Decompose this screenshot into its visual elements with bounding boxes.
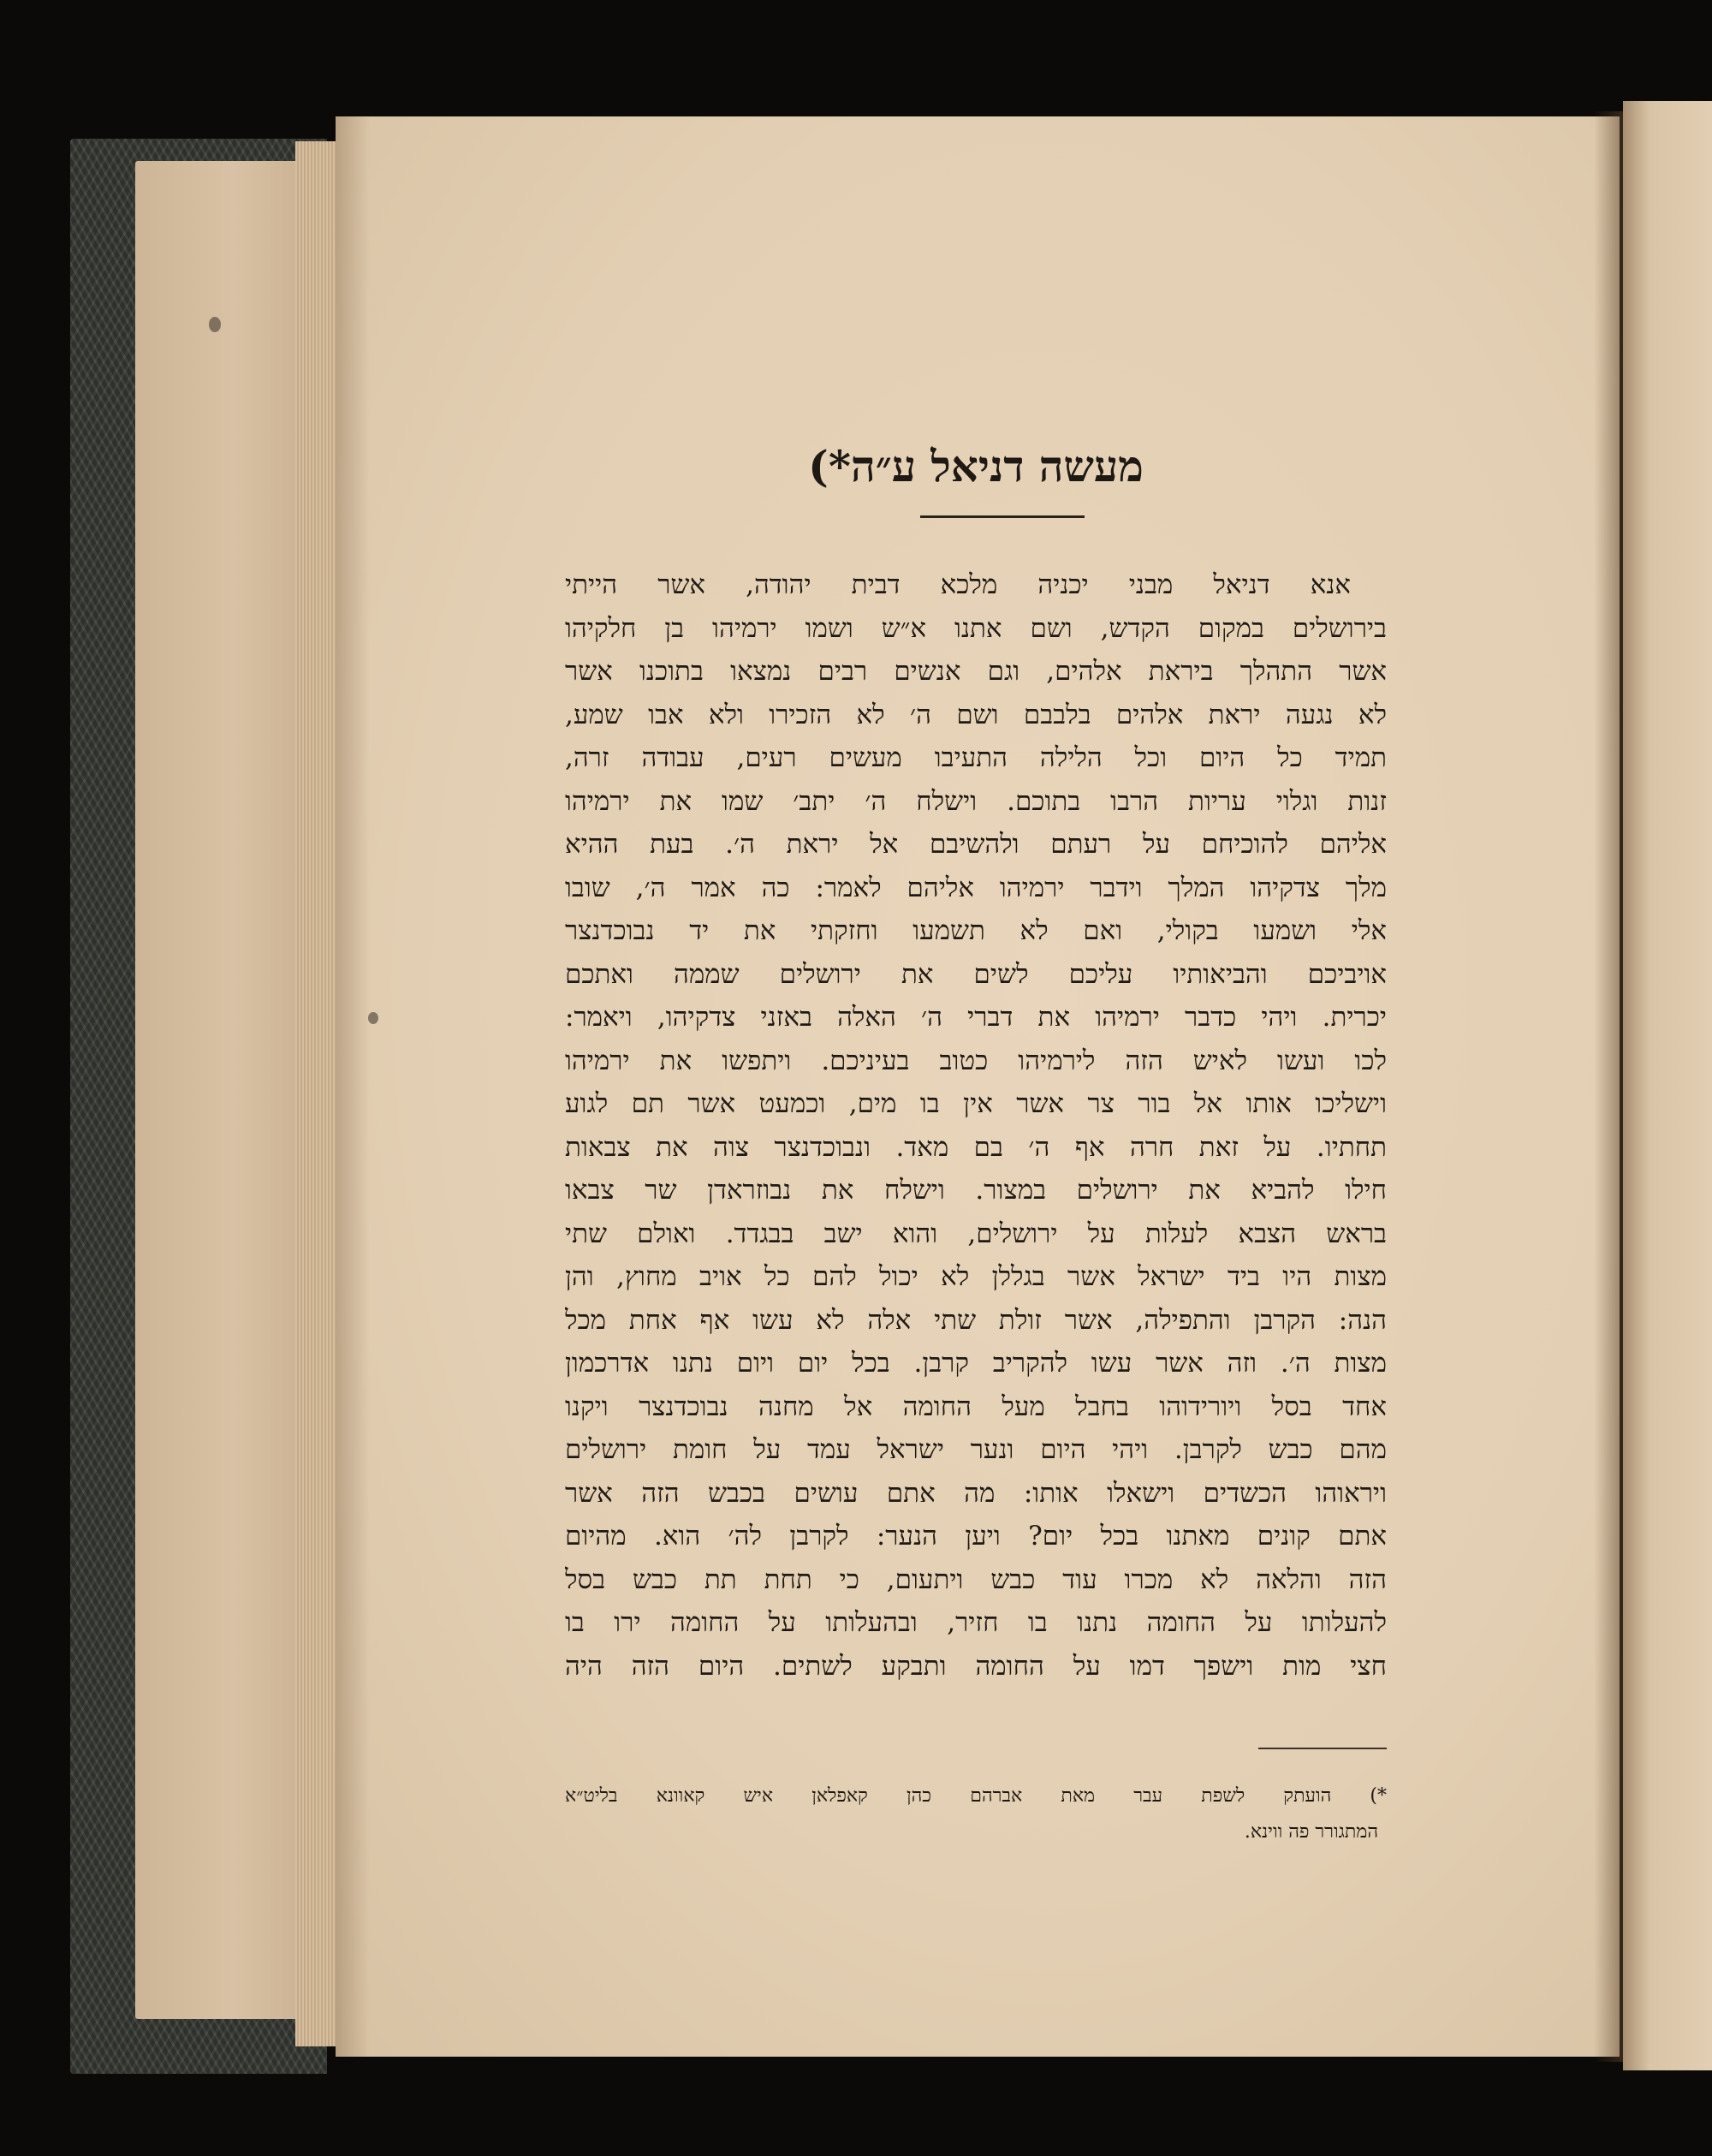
text-line: מצות היו ביד ישראל אשר בגללן לא יכול להם כל אויב מחוץ, והן xyxy=(565,1261,1387,1292)
text-line: בירושלים במקום הקדש, ושם אתנו א״ש ושמו ירמיהו בן חלקיהו xyxy=(565,612,1387,644)
text-line: תמיד כל היום וכל הלילה התעיבו מעשים רעים, עבודה זרה, xyxy=(565,742,1387,773)
text-line: חצי מות וישפך דמו על החומה ותבקע לשתים. היום הזה היה xyxy=(565,1650,1387,1682)
footnote-line: *) הועתק לשפת עבר מאת אברהם כהן קאפלאן איש קאוונא בליט״א xyxy=(565,1785,1387,1807)
text-line: תחתיו. על זאת חרה אף ה׳ בם מאד. ונבוכדנצר צוה את צבאות xyxy=(565,1131,1387,1163)
text-line: אנא דניאל מבני יכניה מלכא דבית יהודה, אשר הייתי xyxy=(565,569,1351,600)
paper-spot xyxy=(209,317,221,332)
title-rule xyxy=(920,515,1085,518)
paper-spot xyxy=(368,1012,378,1024)
text-line: אויביכם והביאותיו עליכם לשים את ירושלים שממה ואתכם xyxy=(565,958,1387,990)
text-line: זנות וגלוי עריות הרבו בתוכם. וישלח ה׳ יתב׳ שמו את ירמיהו xyxy=(565,785,1387,817)
text-line: אשר התהלך ביראת אלהים, וגם אנשים רבים נמצאו בתוכנו אשר xyxy=(565,656,1387,687)
page-shadow xyxy=(336,116,370,2057)
text-line: מהם כבש לקרבן. ויהי היום ונער ישראל עמד על חומת ירושלים xyxy=(565,1434,1387,1465)
left-page-block xyxy=(135,161,315,2019)
text-line: להעלותו על החומה נתנו בו חזיר, ובהעלותו על החומה ירו בו xyxy=(565,1607,1387,1638)
text-line: לא נגעה יראת אלהים בלבבם ושם ה׳ לא הזכירו ולא אבו שמע, xyxy=(565,699,1387,730)
text-line: אחד בסל ויורידוהו בחבל מעל החומה אל מחנה נבוכדנצר ויקנו xyxy=(565,1391,1387,1422)
text-line: אלי ושמעו בקולי, ואם לא תשמעו וחזקתי את יד נבוכדנצר xyxy=(565,915,1387,946)
footnote-line: המתגורר פה ווינא. xyxy=(1244,1821,1378,1843)
text-line: חילו להביא את ירושלים במצור. וישלח את נבוזראדן שר צבאו xyxy=(565,1175,1387,1206)
text-line: מצות ה׳. וזה אשר עשו להקריב קרבן. בכל יום ויום נתנו אדרכמון xyxy=(565,1348,1387,1379)
text-line: לכו ועשו לאיש הזה לירמיהו כטוב בעיניכם. ויתפשו את ירמיהו xyxy=(565,1045,1387,1076)
text-line: הנה: הקרבן והתפילה, אשר זולת שתי אלה לא עשו אף אחת מכל xyxy=(565,1304,1387,1336)
text-line: אתם קונים מאתנו בכל יום? ויען הנער: לקרבן לה׳ הוא. מהיום xyxy=(565,1521,1387,1551)
text-line: יכרית. ויהי כדבר ירמיהו את דברי ה׳ האלה באזני צדקיהו, ויאמר: xyxy=(565,1002,1387,1033)
page-title: מעשה דניאל ע״ה*) xyxy=(808,441,1144,491)
footnote-rule xyxy=(1258,1748,1387,1749)
text-line: ויראוהו הכשדים וישאלו אותו: מה אתם עושים בכבש הזה אשר xyxy=(565,1477,1387,1509)
next-page-edge xyxy=(1623,101,1712,2070)
text-line: הזה והלאה לא מכרו עוד כבש ויתעום, כי תחת תת כבש בסל xyxy=(565,1563,1387,1595)
body-text xyxy=(565,563,1387,1688)
page-content xyxy=(565,428,1387,1843)
text-line: מלך צדקיהו המלך וידבר ירמיהו אליהם לאמר: כה אמר ה׳, שובו xyxy=(565,872,1387,903)
text-line: וישליכו אותו אל בור צר אשר אין בו מים, וכמעט אשר תם לגוע xyxy=(565,1088,1387,1119)
text-line: אליהם להוכיחם על רעתם ולהשיבם אל יראת ה׳. בעת ההיא xyxy=(565,829,1387,860)
book-gutter xyxy=(1594,111,1623,2062)
text-line: בראש הצבא לעלות על ירושלים, והוא ישב בבגדד. ואולם שתי xyxy=(565,1218,1387,1249)
